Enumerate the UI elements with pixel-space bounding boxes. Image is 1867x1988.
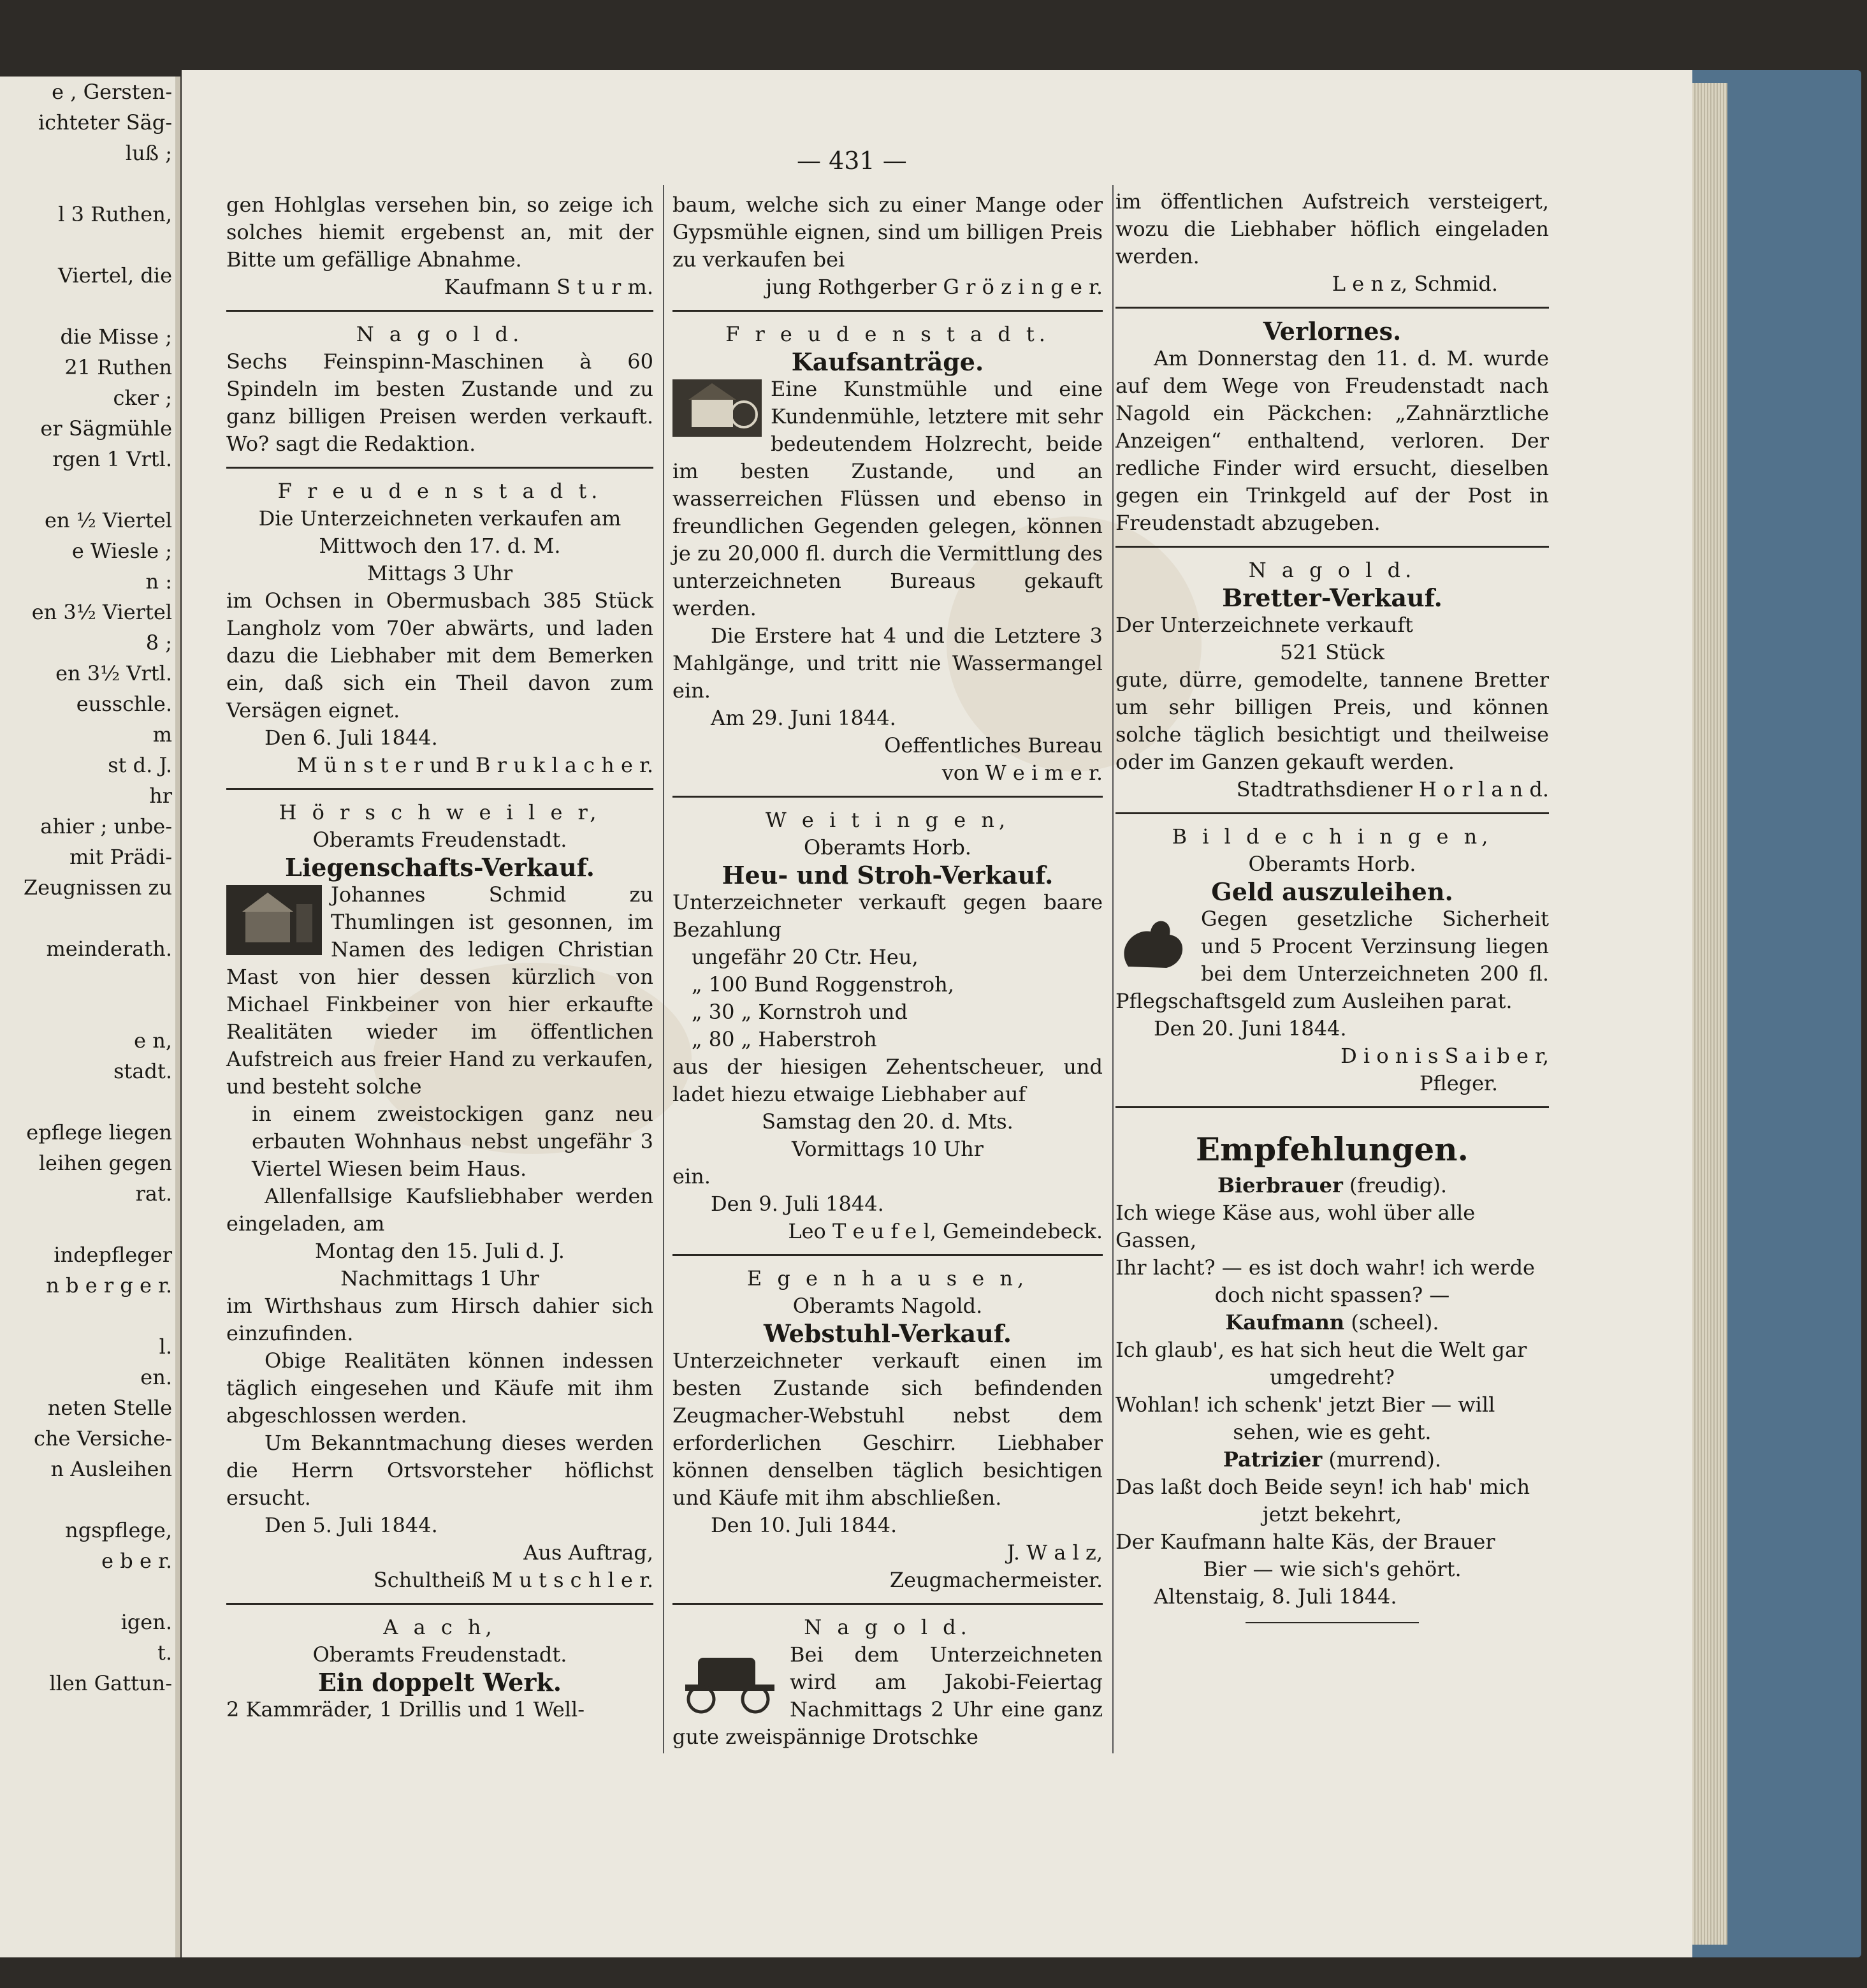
left-fragment-line: 21 Ruthen [64,355,172,379]
col1-n3-text3: Allenfallsige Kaufsliebhaber werden eingeladen, am [226,1184,653,1236]
poem-speaker-3: Patrizier [1223,1447,1323,1472]
col2-n2-item: „ 100 Bund Roggenstroh, [692,972,954,997]
col1-n3-line1: Montag den 15. Juli d. J. [315,1239,565,1263]
left-fragment-line: ichteter Säg- [38,110,172,135]
col2-n1-text2: Die Erstere hat 4 und die Letztere 3 Mahlgänge, und tritt nie Wassermangel ein. [672,624,1103,703]
poem-line: Der Kaufmann halte Käs, der Brauer [1115,1530,1495,1554]
left-fragment-line: l 3 Ruthen, [58,202,172,226]
column-1 [226,191,653,1723]
left-fragment-line: t. [157,1641,172,1665]
col2-n3-title: Webstuhl-Verkauf. [764,1319,1012,1348]
col1-n3-text5: Obige Realitäten können indessen täglich eingesehen und Käufe mit ihm abgeschlossen werden. [226,1348,653,1428]
left-fragment-line: neten Stelle [47,1396,172,1420]
left-fragment-line [0,1576,172,1607]
col1-n3-text4: im Wirthshaus zum Hirsch dahier sich einzufinden. [226,1294,653,1345]
col1-n2-text: im Ochsen in Obermusbach 385 Stück Langholz vom 70er abwärts, und laden dazu die Liebhaber mit dem Bemerken ein, daß sich ein Theil davon zum Versägen eignet. [226,588,653,722]
col3-n3-sign2: Pfleger. [1419,1071,1498,1095]
left-fragment-line: rat. [135,1181,172,1206]
money-bag-icon [1115,909,1192,973]
left-fragment-line: e Wiesle ; [71,539,172,563]
poem-line: Ich wiege Käse aus, wohl über alle Gassen, [1115,1201,1476,1252]
left-fragment-line: mit Prädi- [69,845,172,869]
col3-n1-text: Am Donnerstag den 11. d. M. wurde auf dem Wege von Freudenstadt nach Nagold ein Päckchen: „Zahnärztliche Anzeigen“ enthaltend, verloren. Der redliche Finder wird ersucht, dieselben gegen ein Trinkgeld auf der Post in Freudenstadt abzugeben. [1115,346,1549,535]
left-fragment-line [0,995,172,1025]
left-fragment-line: che Versiche- [34,1426,172,1451]
poem-line: Ihr lacht? — es ist doch wahr! ich werde [1115,1255,1535,1280]
left-fragment-line [0,903,172,933]
left-fragment-line: eusschle. [76,692,172,716]
col2-n3-place: E g e n h a u s e n, [746,1266,1029,1290]
page-number: — 431 — [797,147,907,175]
left-fragment-line: Zeugnissen zu [23,875,172,900]
col1-n3-place: H ö r s c h w e i l e r, [279,800,601,824]
carriage-vignette-icon [672,1645,781,1715]
col2-n1-date: Am 29. Juni 1844. [711,706,896,730]
col1-n1-text: Sechs Feinspinn-Maschinen à 60 Spindeln im besten Zustande und zu ganz billigen Preisen werden verkauft. Wo? sagt die Redaktion. [226,349,653,456]
poem-line: sehen, wie es geht. [1233,1420,1432,1444]
left-fragment-line: n Ausleihen [50,1457,172,1481]
left-fragment-line: luß ; [125,141,172,165]
left-fragment-line [0,964,172,995]
left-fragment-line: hr [149,784,172,808]
left-fragment-line: en 3½ Viertel [31,600,172,624]
col2-n2-line1: Samstag den 20. d. Mts. [762,1109,1013,1134]
col2-n2-item: „ 30 „ Kornstroh und [692,1000,908,1024]
col1-n4-title: Ein doppelt Werk. [317,1668,562,1697]
poem-note-3: (murrend). [1328,1447,1442,1472]
col1-n4-place: A a c h, [383,1615,497,1639]
poem-note-2: (scheel). [1351,1310,1439,1334]
column-rule-1 [663,185,664,1753]
col2-n1-place: F r e u d e n s t a d t. [725,322,1050,346]
col1-n3-text2: in einem zweistockigen ganz neu erbauten Wohnhaus nebst ungefähr 3 Viertel Wiesen beim Haus. [252,1102,653,1181]
left-fragment-line: meinderath. [46,937,172,961]
left-fragment-line: ngspflege, [65,1518,172,1542]
col2-n3-sub: Oberamts Nagold. [792,1294,983,1318]
column-3 [1115,188,1549,1635]
poem-speaker-1: Bierbrauer [1217,1173,1343,1197]
col2-intro-sign: jung Rothgerber G r ö z i n g e r. [766,275,1103,299]
col3-n3-title: Geld auszuleihen. [1211,877,1453,906]
col1-n2-place: F r e u d e n s t a d t. [277,479,602,503]
col3-n2-title: Bretter-Verkauf. [1222,583,1442,612]
left-page-text [0,77,172,1699]
col1-n1-place: N a g o l d. [356,322,524,346]
mill-vignette-icon [672,379,762,437]
poem-note-1: (freudig). [1349,1173,1448,1197]
col2-n2-text: Unterzeichneter verkauft gegen baare Bezahlung [672,890,1103,942]
left-fragment-line: en. [140,1365,172,1389]
col3-n2-place: N a g o l d. [1248,558,1416,582]
col1-intro-sign: Kaufmann S t u r m. [444,275,653,299]
left-fragment-line [0,1484,172,1515]
col1-n4-sub: Oberamts Freudenstadt. [312,1642,567,1667]
col1-n3-line2: Nachmittags 1 Uhr [340,1266,539,1290]
col1-n3-sign2: Schultheiß M u t s c h l e r. [373,1568,653,1592]
col2-n2-date: Den 9. Juli 1844. [711,1192,884,1216]
col2-n4-text: Bei dem Unterzeichneten wird am Jakobi-Feiertag Nachmittags 2 Uhr eine ganz gute zweispännige Drotschke [672,1642,1103,1749]
left-fragment-line: cker ; [113,386,172,410]
col3-intro: im öffentlichen Aufstreich versteigert, wozu die Liebhaber höflich eingeladen werden. [1115,189,1549,268]
poem-line: umgedreht? [1270,1365,1395,1389]
left-fragment-line: ahier ; unbe- [40,814,172,838]
col2-n2-text2: aus der hiesigen Zehentscheuer, und ladet hiezu etwaige Liebhaber auf [672,1055,1103,1106]
col1-n3-text1: Johannes Schmid zu Thumlingen ist gesonnen, im Namen des ledigen Christian Mast von hier dessen kürzlich von Michael Finkbeiner von hier erkaufte Realitäten wieder im öffentlichen Aufstreich aus freier Hand zu verkaufen, und besteht solche [226,882,653,1099]
col2-n3-sign1: J. W a l z, [1006,1540,1103,1565]
house-vignette-icon [226,885,322,955]
col2-n2-line3: ein. [672,1164,711,1188]
left-fragment-line: indepfleger [54,1243,172,1267]
col2-n2-item: ungefähr 20 Ctr. Heu, [692,945,919,969]
left-fragment-line [0,1301,172,1331]
col1-n2-line1: Die Unterzeichneten verkaufen am [258,506,621,530]
col1-n2-sign: M ü n s t e r und B r u k l a c h e r. [296,753,653,777]
left-fragment-line: stadt. [113,1059,172,1083]
col1-n2-line3: Mittags 3 Uhr [367,561,513,585]
col2-n3-text: Unterzeichneter verkauft einen im besten Zustande sich befindenden Zeugmacher-Webstuhl nebst dem erforderlichen Geschirr. Liebhaber können denselben täglich besichtigen und Käufe mit ihm abschließen. [672,1348,1103,1510]
left-fragment-line: llen Gattun- [49,1671,172,1695]
col1-n4-text: 2 Kammräder, 1 Drillis und 1 Well- [226,1697,585,1721]
left-fragment-line: 8 ; [145,631,172,655]
col3-n3-sub: Oberamts Horb. [1248,852,1416,876]
column-rule-2 [1112,185,1114,1753]
col2-n1-sign1: Oeffentliches Bureau [884,733,1103,757]
col2-n3-date: Den 10. Juli 1844. [711,1513,897,1537]
poem-speaker-2: Kaufmann [1225,1310,1345,1334]
col1-n3-text6: Um Bekanntmachung dieses werden die Herrn Ortsvorsteher höflichst ersucht. [226,1431,653,1510]
left-fragment-line: n : [145,569,172,594]
col1-n3-date: Den 5. Juli 1844. [265,1513,438,1537]
poem-line: doch nicht spassen? — [1214,1283,1450,1307]
col3-n2-count: 521 Stück [1280,640,1384,664]
poem-line: Bier — wie sich's gehört. [1203,1557,1462,1581]
col3-n1-title: Verlornes. [1263,317,1402,346]
col1-n3-title: Liegenschafts-Verkauf. [285,853,595,882]
left-fragment-line [0,168,172,199]
left-fragment-line: e n, [134,1028,172,1053]
col2-n4-place: N a g o l d. [804,1615,971,1639]
left-fragment-line: die Misse ; [60,325,172,349]
left-fragment-line: Viertel, die [57,263,172,288]
col1-intro: gen Hohlglas versehen bin, so zeige ich solches hiemit ergebenst an, mit der Bitte um gefällige Abnahme. [226,193,653,272]
left-fragment-line: e b e r. [101,1549,172,1573]
col1-n3-sign1: Aus Auftrag, [523,1540,653,1565]
col3-intro-sign: L e n z, Schmid. [1332,272,1498,296]
poem-line: jetzt bekehrt, [1262,1502,1402,1526]
poem-place-date: Altenstaig, 8. Juli 1844. [1154,1584,1397,1609]
left-fragment-line: n b e r g e r. [46,1273,172,1297]
col3-n2-text: Der Unterzeichnete verkauft [1115,613,1413,637]
col2-n3-sign2: Zeugmachermeister. [889,1568,1103,1592]
left-fragment-line [0,474,172,505]
poem-line: Wohlan! ich schenk' jetzt Bier — will [1115,1392,1495,1417]
left-fragment-line: epflege liegen [26,1120,172,1144]
left-fragment-line: en ½ Viertel [45,508,172,532]
col3-n3-sign1: D i o n i s S a i b e r, [1340,1044,1549,1068]
left-fragment-line: e , Gersten- [52,80,172,104]
left-fragment-line: er Sägmühle [40,416,172,441]
poem-line: Ich glaub', es hat sich heut die Welt gar [1115,1338,1527,1362]
col2-intro: baum, welche sich zu einer Mange oder Gypsmühle eignen, sind um billigen Preis zu verkaufen bei [672,193,1103,272]
left-fragment-line: leihen gegen [38,1151,172,1175]
poem-line: Das laßt doch Beide seyn! ich hab' mich [1115,1475,1530,1499]
col1-n2-date: Den 6. Juli 1844. [265,726,438,750]
col2-n2-title: Heu- und Stroh-Verkauf. [722,861,1054,889]
left-fragment-line: en 3½ Vrtl. [55,661,172,685]
col3-n2-text2: gute, dürre, gemodelte, tannene Bretter um sehr billigen Preis, und können solche täglich besichtigt und theilweise oder im Ganzen gekauft werden. [1115,668,1549,774]
left-fragment-line [0,230,172,260]
left-fragment-line: l. [159,1334,172,1359]
col2-n2-item: „ 80 „ Haberstroh [692,1027,877,1051]
left-fragment-line: rgen 1 Vrtl. [52,447,172,471]
left-page-fragment [0,77,180,1957]
col2-n2-sub: Oberamts Horb. [804,835,971,859]
col3-n2-sign: Stadtrathsdiener H o r l a n d. [1236,777,1549,801]
column-2 [672,191,1103,1751]
left-fragment-line: st d. J. [108,753,172,777]
col2-n2-line2: Vormittags 10 Uhr [792,1137,984,1161]
section-title: Empfehlungen. [1196,1130,1469,1168]
left-fragment-line: m [152,722,172,747]
left-fragment-line [0,291,172,321]
left-fragment-line: igen. [120,1610,172,1634]
col3-n3-date: Den 20. Juni 1844. [1154,1016,1347,1041]
col1-n2-line2: Mittwoch den 17. d. M. [319,534,561,558]
col2-n1-text: Eine Kunstmühle und eine Kundenmühle, letztere mit sehr bedeutendem Holzrecht, beide im besten Zustande, und an wasserreichen Flüssen und ebenso in freundlichen Gegenden gelegen, können je zu 20,000 fl. durch die Vermittlung des unterzeichneten Bureaus gekauft werden. [672,377,1103,620]
col2-n1-sign2: von W e i m e r. [941,761,1103,785]
col2-n2-place: W e i t i n g e n, [765,808,1010,832]
col2-n1-title: Kaufsanträge. [791,347,984,376]
col1-n3-sub: Oberamts Freudenstadt. [312,828,567,852]
col3-n3-text: Gegen gesetzliche Sicherheit und 5 Procent Verzinsung liegen bei dem Unterzeichneten 200 fl. Pflegschaftsgeld zum Ausleihen parat. [1115,907,1549,1013]
left-fragment-line [0,1086,172,1117]
left-fragment-line [0,1209,172,1239]
col3-n3-place: B i l d e c h i n g e n, [1172,824,1493,849]
col2-n2-sign: Leo T e u f e l, Gemeindebeck. [788,1219,1103,1243]
